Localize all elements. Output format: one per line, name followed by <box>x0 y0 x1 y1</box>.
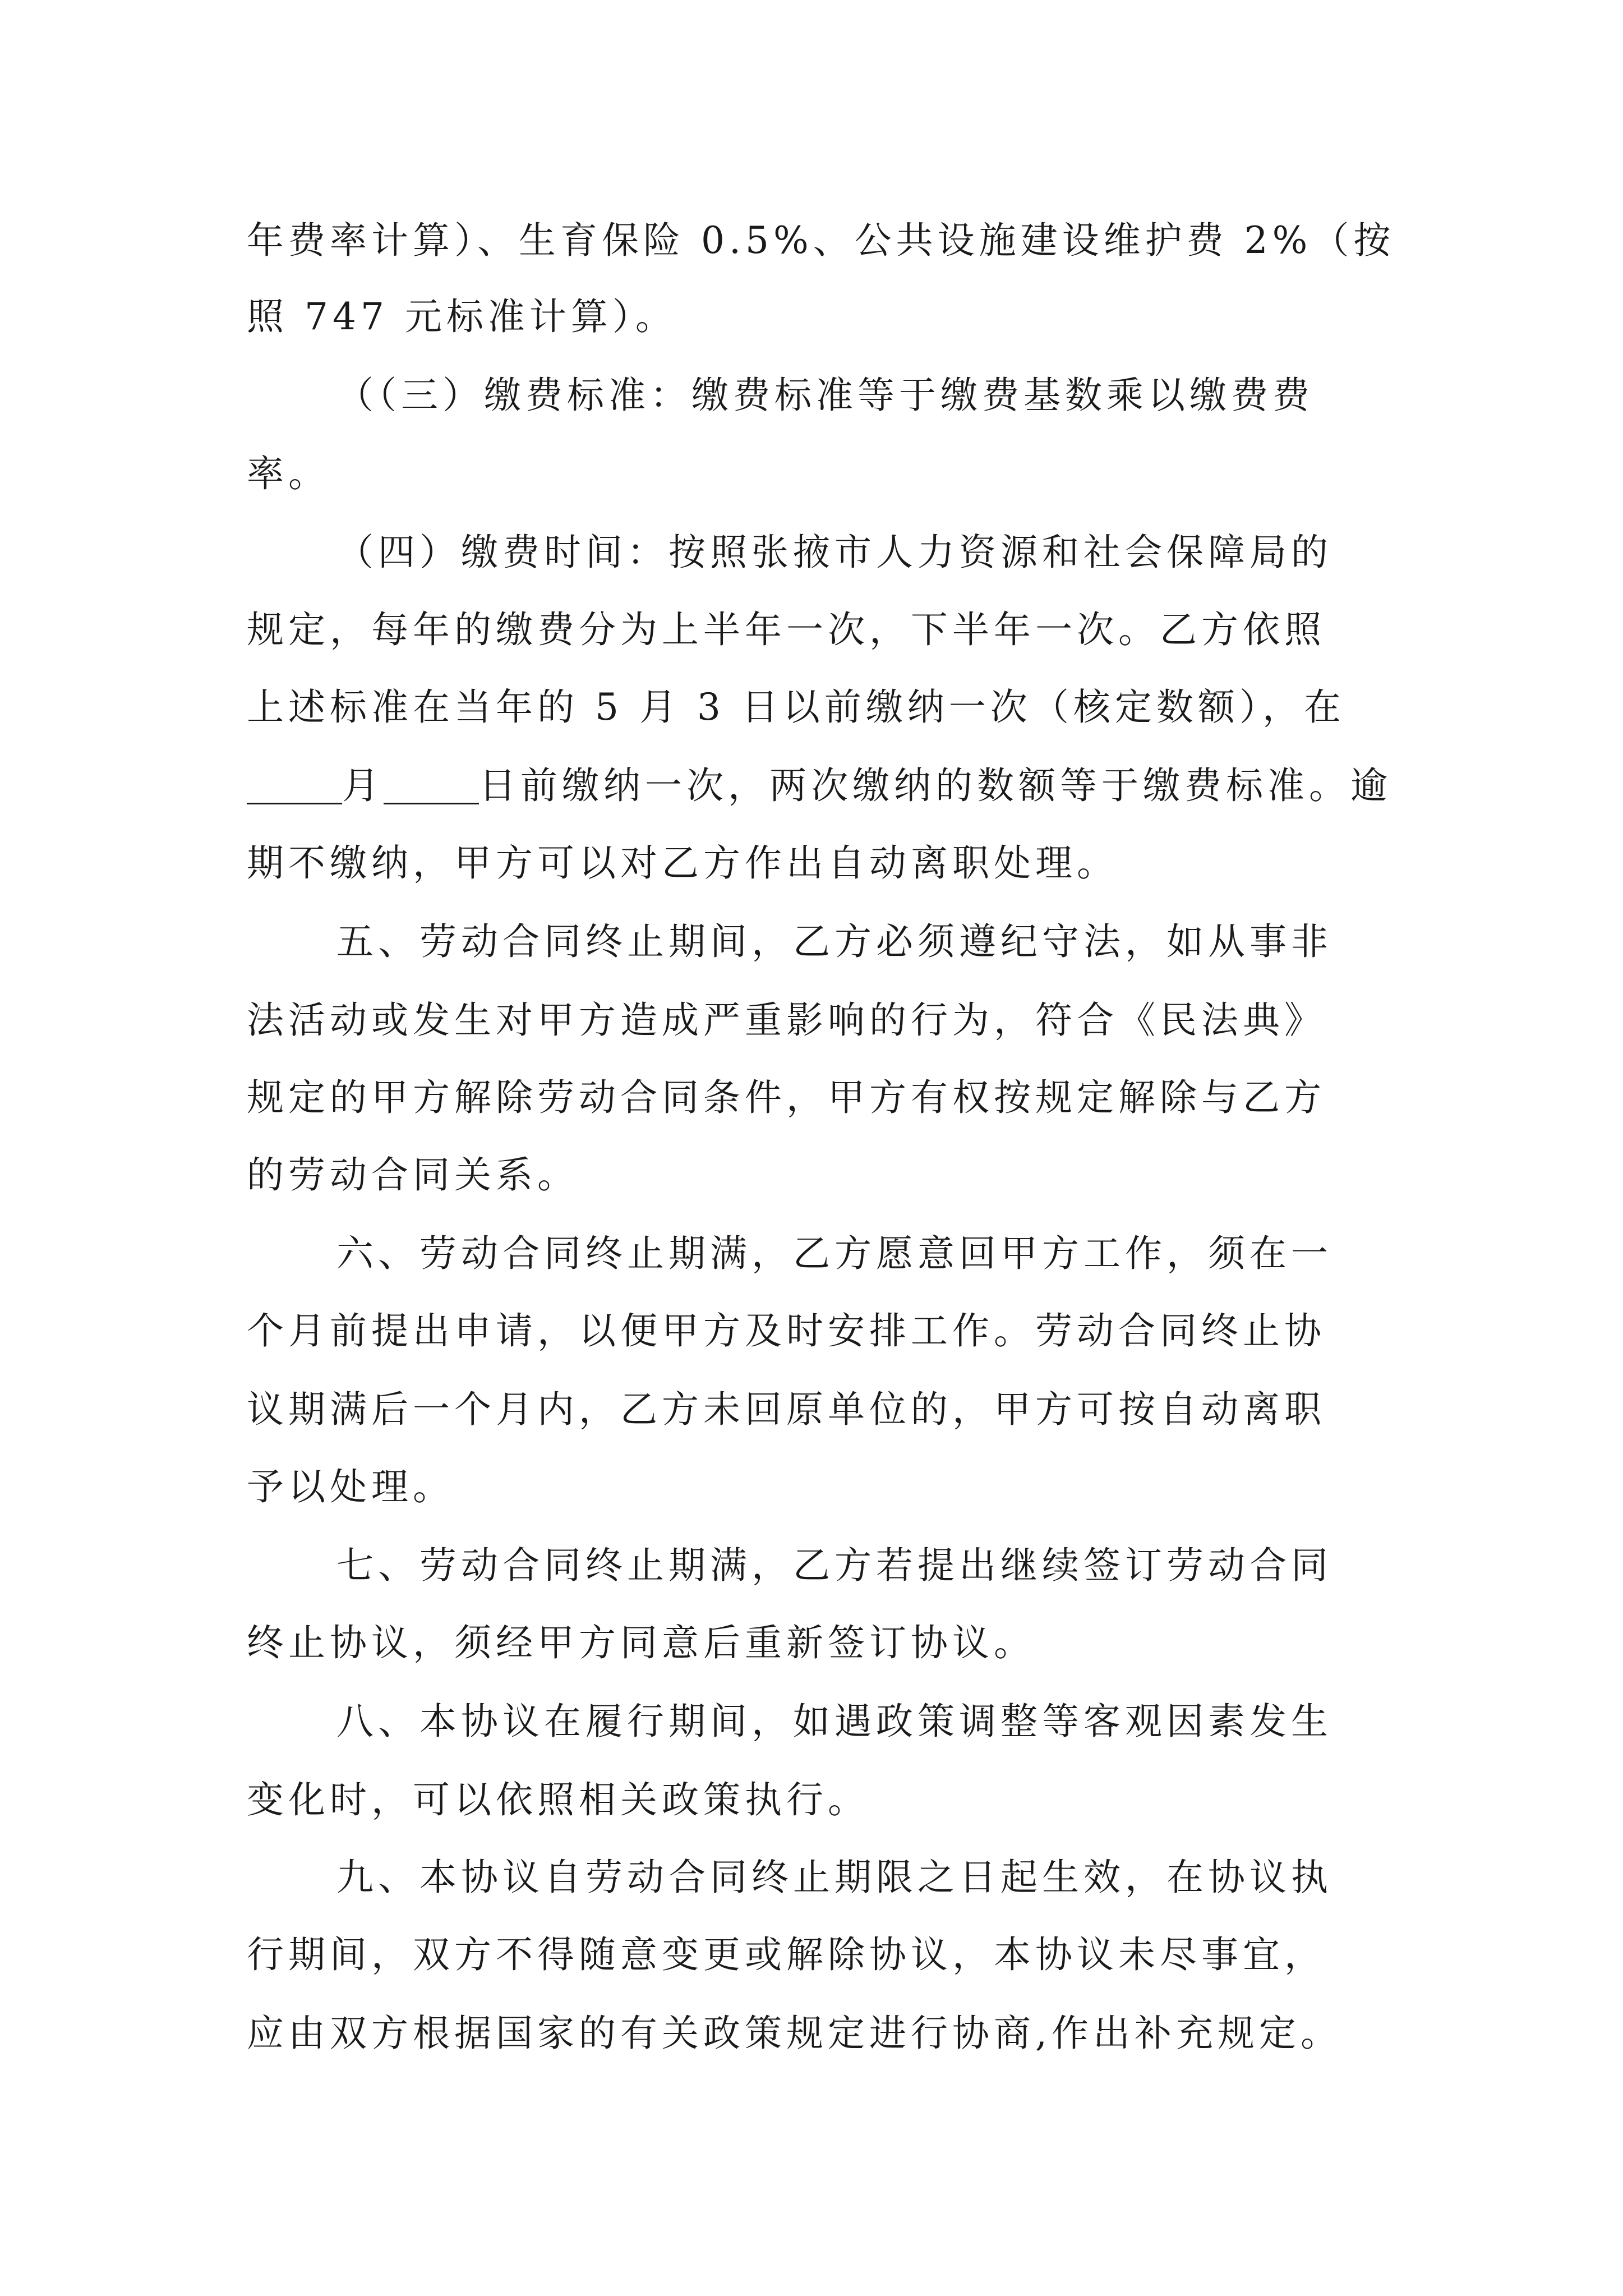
fill-in-blank[interactable] <box>384 768 479 804</box>
text-line: 上述标准在当年的 5 月 3 日以前缴纳一次（核定数额），在 <box>247 685 1345 729</box>
text-line: 行期间，双方不得随意变更或解除协议，本协议未尽事宜， <box>247 1933 1326 1976</box>
text-line: 照 747 元标准计算）。 <box>247 295 677 338</box>
text-line: 年费率计算）、生育保险 0.5%、公共设施建设维护费 2%（按 <box>247 219 1395 262</box>
text-line: 规定的甲方解除劳动合同条件，甲方有权按规定解除与乙方 <box>247 1076 1326 1119</box>
text-line: 期不缴纳，甲方可以对乙方作出自动离职处理。 <box>247 841 1118 885</box>
text-line: 六、劳动合同终止期满，乙方愿意回甲方工作，须在一 <box>336 1232 1332 1275</box>
text-fragment: 日前缴纳一次，两次缴纳的数额等于缴费标准。逾 <box>479 764 1392 807</box>
text-line: （（三）缴费标准：缴费标准等于缴费基数乘以缴费费 <box>336 374 1314 417</box>
text-line-with-blanks <box>247 764 1392 807</box>
text-line: 法活动或发生对甲方造成严重影响的行为，符合《民法典》 <box>247 999 1326 1042</box>
text-line: 七、劳动合同终止期满，乙方若提出继续签订劳动合同 <box>336 1544 1332 1587</box>
text-line: 率。 <box>247 452 330 495</box>
text-line: 规定，每年的缴费分为上半年一次，下半年一次。乙方依照 <box>247 608 1326 651</box>
text-line: 八、本协议在履行期间，如遇政策调整等客观因素发生 <box>336 1700 1332 1743</box>
text-line: 的劳动合同关系。 <box>247 1153 579 1197</box>
text-line: 予以处理。 <box>247 1465 454 1508</box>
text-line: 五、劳动合同终止期间，乙方必须遵纪守法，如从事非 <box>336 920 1332 963</box>
text-line: 议期满后一个月内，乙方未回原单位的，甲方可按自动离职 <box>247 1388 1326 1431</box>
text-line: 变化时，可以依照相关政策执行。 <box>247 1778 869 1821</box>
text-line: 终止协议，须经甲方同意后重新签订协议。 <box>247 1621 1035 1664</box>
text-line: 个月前提出申请，以便甲方及时安排工作。劳动合同终止协 <box>247 1309 1326 1352</box>
fill-in-blank[interactable] <box>247 768 342 804</box>
text-line: （四）缴费时间：按照张掖市人力资源和社会保障局的 <box>336 531 1332 574</box>
text-line: 应由双方根据国家的有关政策规定进行协商,作出补充规定。 <box>247 2012 1342 2055</box>
text-line: 九、本协议自劳动合同终止期限之日起生效，在协议执 <box>336 1856 1332 1899</box>
text-fragment: 月 <box>342 764 384 807</box>
